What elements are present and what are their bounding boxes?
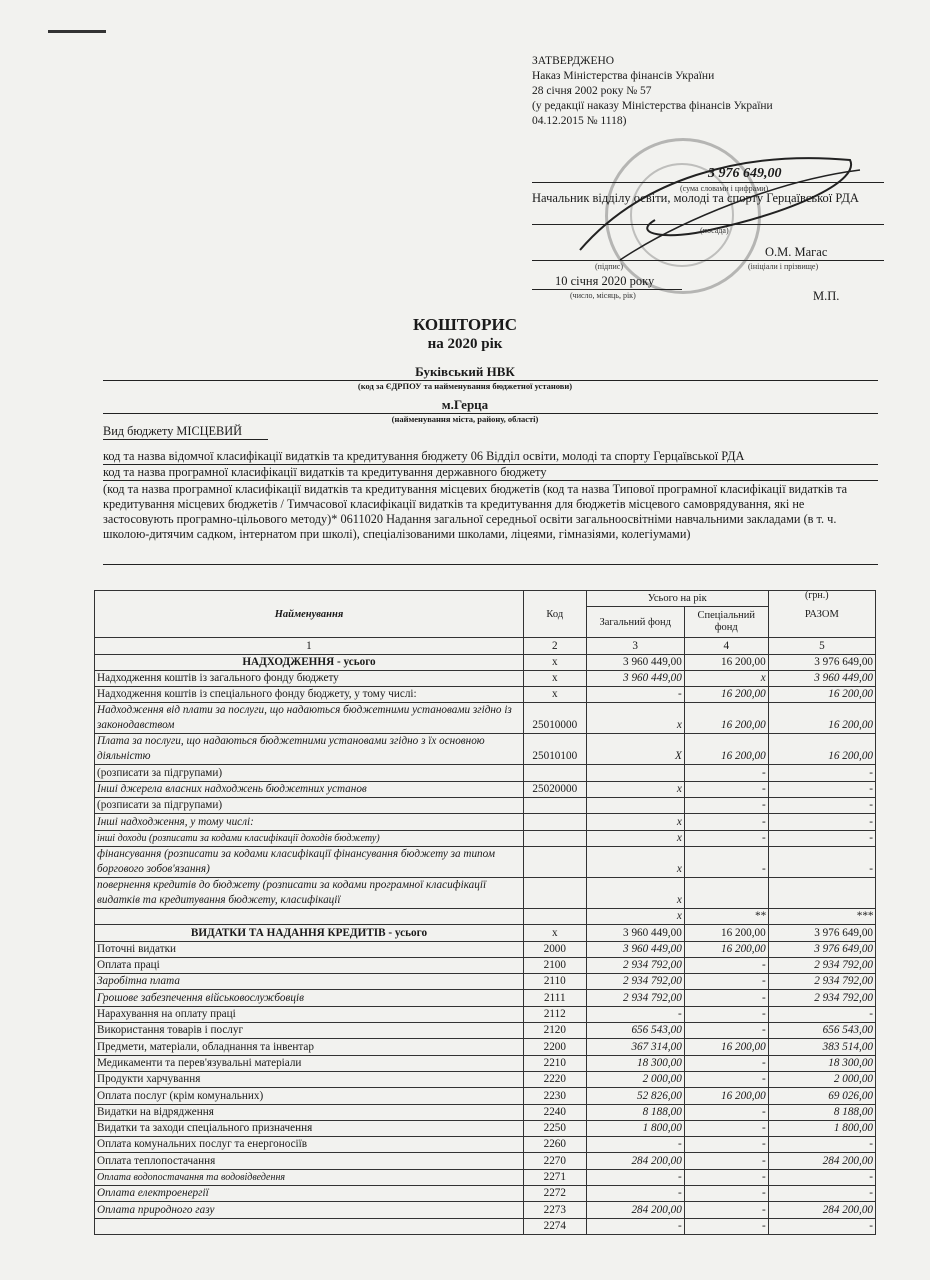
col-number: 3	[586, 638, 684, 654]
row-special-fund	[684, 877, 768, 908]
row-total: 3 960 449,00	[768, 670, 875, 686]
row-special-fund: 16 200,00	[684, 734, 768, 765]
row-name: Поточні видатки	[95, 941, 524, 957]
row-name: Продукти харчування	[95, 1071, 524, 1087]
row-special-fund: 16 200,00	[684, 1088, 768, 1104]
row-special-fund: -	[684, 1202, 768, 1218]
row-total: -	[768, 765, 875, 781]
table-row	[95, 846, 876, 877]
row-special-fund: -	[684, 957, 768, 973]
row-name: Видатки на відрядження	[95, 1104, 524, 1120]
row-name	[95, 1218, 524, 1234]
row-code	[523, 798, 586, 814]
table-row	[95, 1169, 876, 1185]
amount-caption: (сума словами і цифрами)	[680, 184, 769, 193]
table-row	[95, 1202, 876, 1218]
row-special-fund: -	[684, 1169, 768, 1185]
row-name: (розписати за підгрупами)	[95, 798, 524, 814]
row-general-fund: -	[586, 1137, 684, 1153]
row-total: 18 300,00	[768, 1055, 875, 1071]
row-general-fund: 284 200,00	[586, 1153, 684, 1169]
row-special-fund: -	[684, 1120, 768, 1136]
row-code	[523, 908, 586, 924]
position-caption: (посада)	[700, 226, 729, 235]
row-special-fund: -	[684, 814, 768, 830]
row-special-fund: 16 200,00	[684, 654, 768, 670]
row-special-fund: -	[684, 798, 768, 814]
row-name: Надходження коштів із загального фонду бюджету	[95, 670, 524, 686]
row-code: 2240	[523, 1104, 586, 1120]
row-special-fund: -	[684, 1023, 768, 1039]
row-name: Оплата теплопостачання	[95, 1153, 524, 1169]
row-special-fund: -	[684, 1104, 768, 1120]
table-row	[95, 781, 876, 797]
row-total: 383 514,00	[768, 1039, 875, 1055]
row-general-fund: 2 934 792,00	[586, 990, 684, 1006]
table-row	[95, 990, 876, 1006]
row-general-fund	[586, 765, 684, 781]
row-general-fund: 367 314,00	[586, 1039, 684, 1055]
row-general-fund: -	[586, 1186, 684, 1202]
header-name: Найменування	[95, 591, 524, 638]
local-program-code: (код та назва програмної класифікації видатків та кредитування місцевих бюджетів (код та назва Типової програмної класифікації видатків та кредитування місцевих бюджетів / Тимчасової класифікації видатків та кредитування для бюджетів місцевого самоврядування, які не застосовують програмно-цільового методу)* 0611020 Надання загальної середньої освіти загальноосвітніми навчальними закладами (в т. ч. школою-дитячим садком, інтернатом при школі), спеціалізованими школами, ліцеями, гімназіями, колегіумами)	[103, 482, 878, 565]
approval-line: 04.12.2015 № 1118)	[532, 115, 627, 127]
row-general-fund	[586, 798, 684, 814]
row-special-fund: -	[684, 846, 768, 877]
row-special-fund: -	[684, 1218, 768, 1234]
row-special-fund: 16 200,00	[684, 687, 768, 703]
table-row	[95, 1088, 876, 1104]
row-general-fund: х	[586, 814, 684, 830]
table-row	[95, 765, 876, 781]
row-code: 2210	[523, 1055, 586, 1071]
row-general-fund: х	[586, 781, 684, 797]
row-special-fund: 16 200,00	[684, 925, 768, 941]
approval-line: (у редакції наказу Міністерства фінансів України	[532, 100, 773, 112]
row-general-fund: 8 188,00	[586, 1104, 684, 1120]
row-total	[768, 877, 875, 908]
row-special-fund: 16 200,00	[684, 703, 768, 734]
header-code: Код	[523, 591, 586, 638]
table-row	[95, 957, 876, 973]
row-special-fund: 16 200,00	[684, 941, 768, 957]
row-total: 3 976 649,00	[768, 925, 875, 941]
header-special-fund: Спеціальний фонд	[684, 607, 768, 638]
row-name: Предмети, матеріали, обладнання та інвентар	[95, 1039, 524, 1055]
row-name: Оплата природного газу	[95, 1202, 524, 1218]
table-row	[95, 941, 876, 957]
city-caption: (найменування міста, району, області)	[391, 414, 539, 424]
table-row	[95, 1120, 876, 1136]
row-name: Оплата водопостачання та водовідведення	[95, 1169, 524, 1185]
row-general-fund: 656 543,00	[586, 1023, 684, 1039]
row-total: -	[768, 846, 875, 877]
row-name: Видатки та заходи спеціального призначення	[95, 1120, 524, 1136]
row-total: 2 934 792,00	[768, 974, 875, 990]
header-year-total: Усього на рік	[586, 591, 768, 607]
stamp-place: М.П.	[813, 289, 840, 303]
row-general-fund: -	[586, 1218, 684, 1234]
org-name: Буківський НВК	[415, 364, 515, 379]
row-special-fund: **	[684, 908, 768, 924]
approval-title: ЗАТВЕРДЖЕНО	[532, 55, 615, 67]
row-total: 8 188,00	[768, 1104, 875, 1120]
row-special-fund: -	[684, 781, 768, 797]
table-row	[95, 830, 876, 846]
approval-date: 10 січня 2020 року	[555, 274, 655, 288]
row-special-fund: -	[684, 1186, 768, 1202]
row-name: фінансування (розписати за кодами класифікації фінансування бюджету за типом боргового зобов'язання)	[95, 846, 524, 877]
row-total: 2 934 792,00	[768, 990, 875, 1006]
row-general-fund: х	[586, 846, 684, 877]
row-total: -	[768, 1218, 875, 1234]
row-total: 656 543,00	[768, 1023, 875, 1039]
row-code	[523, 877, 586, 908]
row-name: Інші джерела власних надходжень бюджетних установ	[95, 781, 524, 797]
row-special-fund: -	[684, 830, 768, 846]
col-number: 4	[684, 638, 768, 654]
row-name: Нарахування на оплату праці	[95, 1006, 524, 1022]
row-code: 2260	[523, 1137, 586, 1153]
head-name: О.М. Магас	[765, 245, 828, 259]
signature-caption: (підпис)	[595, 262, 624, 271]
row-total: 3 976 649,00	[768, 941, 875, 957]
estimate-table	[94, 590, 876, 1235]
row-code: 2112	[523, 1006, 586, 1022]
approval-line: Наказ Міністерства фінансів України	[532, 70, 715, 82]
row-name: Грошове забезпечення військовослужбовців	[95, 990, 524, 1006]
table-row	[95, 814, 876, 830]
row-total: 1 800,00	[768, 1120, 875, 1136]
program-code: код та назва програмної класифікації видатків та кредитування державного бюджету	[103, 465, 878, 481]
table-row	[95, 687, 876, 703]
approval-block	[532, 54, 773, 129]
row-total: 284 200,00	[768, 1153, 875, 1169]
signature-scribble	[560, 140, 880, 280]
row-total: 3 976 649,00	[768, 654, 875, 670]
approval-line: 28 січня 2002 року № 57	[532, 85, 652, 97]
table-row	[95, 703, 876, 734]
table-row	[95, 1023, 876, 1039]
row-special-fund: -	[684, 1006, 768, 1022]
row-code: 2111	[523, 990, 586, 1006]
row-code: 2270	[523, 1153, 586, 1169]
row-total: -	[768, 1169, 875, 1185]
row-general-fund: 18 300,00	[586, 1055, 684, 1071]
row-name: Використання товарів і послуг	[95, 1023, 524, 1039]
row-code: х	[523, 687, 586, 703]
approved-amount: 3 976 649,00	[708, 166, 782, 181]
col-number: 1	[95, 638, 524, 654]
row-code	[523, 814, 586, 830]
row-code: 2271	[523, 1169, 586, 1185]
row-total: 284 200,00	[768, 1202, 875, 1218]
table-row	[95, 1055, 876, 1071]
row-code: х	[523, 925, 586, 941]
date-caption: (число, місяць, рік)	[570, 291, 636, 300]
row-total: 16 200,00	[768, 703, 875, 734]
table-row	[95, 1071, 876, 1087]
currency-label: (грн.)	[805, 590, 829, 601]
row-total: 16 200,00	[768, 734, 875, 765]
row-code: 2100	[523, 957, 586, 973]
row-general-fund: -	[586, 1169, 684, 1185]
row-total: 69 026,00	[768, 1088, 875, 1104]
row-code: 2220	[523, 1071, 586, 1087]
row-name: Оплата комунальних послуг та енергоносіїв	[95, 1137, 524, 1153]
doc-year: на 2020 рік	[427, 336, 503, 352]
head-position: Начальник відділу освіти, молоді та спорту Герцаївської РДА	[532, 191, 859, 205]
row-general-fund: х	[586, 703, 684, 734]
row-name: (розписати за підгрупами)	[95, 765, 524, 781]
org-caption: (код за ЄДРПОУ та найменування бюджетної установи)	[357, 381, 573, 391]
row-code: 2273	[523, 1202, 586, 1218]
row-code: 25010100	[523, 734, 586, 765]
row-special-fund: -	[684, 1071, 768, 1087]
row-code: 2110	[523, 974, 586, 990]
row-code: 25020000	[523, 781, 586, 797]
row-code	[523, 765, 586, 781]
row-special-fund: х	[684, 670, 768, 686]
row-special-fund: -	[684, 1137, 768, 1153]
row-name: НАДХОДЖЕННЯ - усього	[95, 654, 524, 670]
row-total: 2 000,00	[768, 1071, 875, 1087]
row-general-fund: 3 960 449,00	[586, 941, 684, 957]
row-general-fund: 2 000,00	[586, 1071, 684, 1087]
row-special-fund: -	[684, 990, 768, 1006]
row-total: -	[768, 1006, 875, 1022]
row-total: -	[768, 1186, 875, 1202]
row-code: 2272	[523, 1186, 586, 1202]
table-row	[95, 1104, 876, 1120]
row-name: Оплата праці	[95, 957, 524, 973]
scan-mark	[48, 30, 106, 33]
table-row	[95, 1218, 876, 1234]
row-total: -	[768, 1137, 875, 1153]
row-name: інші доходи (розписати за кодами класифікації доходів бюджету)	[95, 830, 524, 846]
row-name: Оплата послуг (крім комунальних)	[95, 1088, 524, 1104]
name-caption: (ініціали і прізвище)	[748, 262, 819, 271]
row-general-fund: х	[586, 877, 684, 908]
row-name: Медикаменти та перев'язувальні матеріали	[95, 1055, 524, 1071]
row-special-fund: 16 200,00	[684, 1039, 768, 1055]
row-total: -	[768, 781, 875, 797]
row-code: 2000	[523, 941, 586, 957]
row-general-fund: 284 200,00	[586, 1202, 684, 1218]
row-total: 16 200,00	[768, 687, 875, 703]
table-row	[95, 654, 876, 670]
row-code: х	[523, 670, 586, 686]
row-general-fund: 2 934 792,00	[586, 974, 684, 990]
table-row	[95, 1137, 876, 1153]
row-code	[523, 830, 586, 846]
row-general-fund: 3 960 449,00	[586, 654, 684, 670]
row-name: Заробітна плата	[95, 974, 524, 990]
row-code: х	[523, 654, 586, 670]
row-name: Надходження коштів із спеціального фонду бюджету, у тому числі:	[95, 687, 524, 703]
row-code: 25010000	[523, 703, 586, 734]
row-general-fund: х	[586, 908, 684, 924]
table-row	[95, 974, 876, 990]
row-general-fund: 3 960 449,00	[586, 670, 684, 686]
row-general-fund: 52 826,00	[586, 1088, 684, 1104]
header-general-fund: Загальний фонд	[586, 607, 684, 638]
row-code	[523, 846, 586, 877]
table-row	[95, 1006, 876, 1022]
row-general-fund: -	[586, 1006, 684, 1022]
row-general-fund: Х	[586, 734, 684, 765]
row-total: -	[768, 814, 875, 830]
row-special-fund: -	[684, 765, 768, 781]
table-row	[95, 925, 876, 941]
row-general-fund: 2 934 792,00	[586, 957, 684, 973]
budget-type: Вид бюджету МІСЦЕВИЙ	[103, 424, 268, 440]
row-name: ВИДАТКИ ТА НАДАННЯ КРЕДИТІВ - усього	[95, 925, 524, 941]
table-row	[95, 1039, 876, 1055]
col-number: 2	[523, 638, 586, 654]
row-special-fund: -	[684, 974, 768, 990]
row-total: -	[768, 798, 875, 814]
row-code: 2274	[523, 1218, 586, 1234]
table-row	[95, 798, 876, 814]
table-row	[95, 1153, 876, 1169]
row-code: 2120	[523, 1023, 586, 1039]
row-general-fund: х	[586, 830, 684, 846]
row-total: 2 934 792,00	[768, 957, 875, 973]
table-row	[95, 1186, 876, 1202]
row-name: Надходження від плати за послуги, що надаються бюджетними установами згідно із законодавством	[95, 703, 524, 734]
row-code: 2200	[523, 1039, 586, 1055]
header-total: РАЗОМ	[768, 591, 875, 638]
row-total: ***	[768, 908, 875, 924]
row-general-fund: 3 960 449,00	[586, 925, 684, 941]
row-special-fund: -	[684, 1055, 768, 1071]
row-total: -	[768, 830, 875, 846]
row-name: Оплата електроенергії	[95, 1186, 524, 1202]
table-row	[95, 734, 876, 765]
row-name: Плата за послуги, що надаються бюджетними установами згідно з їх основною діяльністю	[95, 734, 524, 765]
table-row	[95, 908, 876, 924]
row-general-fund: 1 800,00	[586, 1120, 684, 1136]
row-code: 2250	[523, 1120, 586, 1136]
row-general-fund: -	[586, 687, 684, 703]
department-code: код та назва відомчої класифікації видатків та кредитування бюджету 06 Відділ освіти, молоді та спорту Герцаївської РДА	[103, 449, 878, 465]
row-special-fund: -	[684, 1153, 768, 1169]
row-name: повернення кредитів до бюджету (розписати за кодами програмної класифікації видатків та кредитування бюджету, класифікації	[95, 877, 524, 908]
row-name: Інші надходження, у тому числі:	[95, 814, 524, 830]
city-name: м.Герца	[441, 397, 489, 412]
row-code: 2230	[523, 1088, 586, 1104]
row-name	[95, 908, 524, 924]
table-row	[95, 877, 876, 908]
col-number: 5	[768, 638, 875, 654]
doc-title: КОШТОРИС	[412, 315, 518, 334]
table-row	[95, 670, 876, 686]
